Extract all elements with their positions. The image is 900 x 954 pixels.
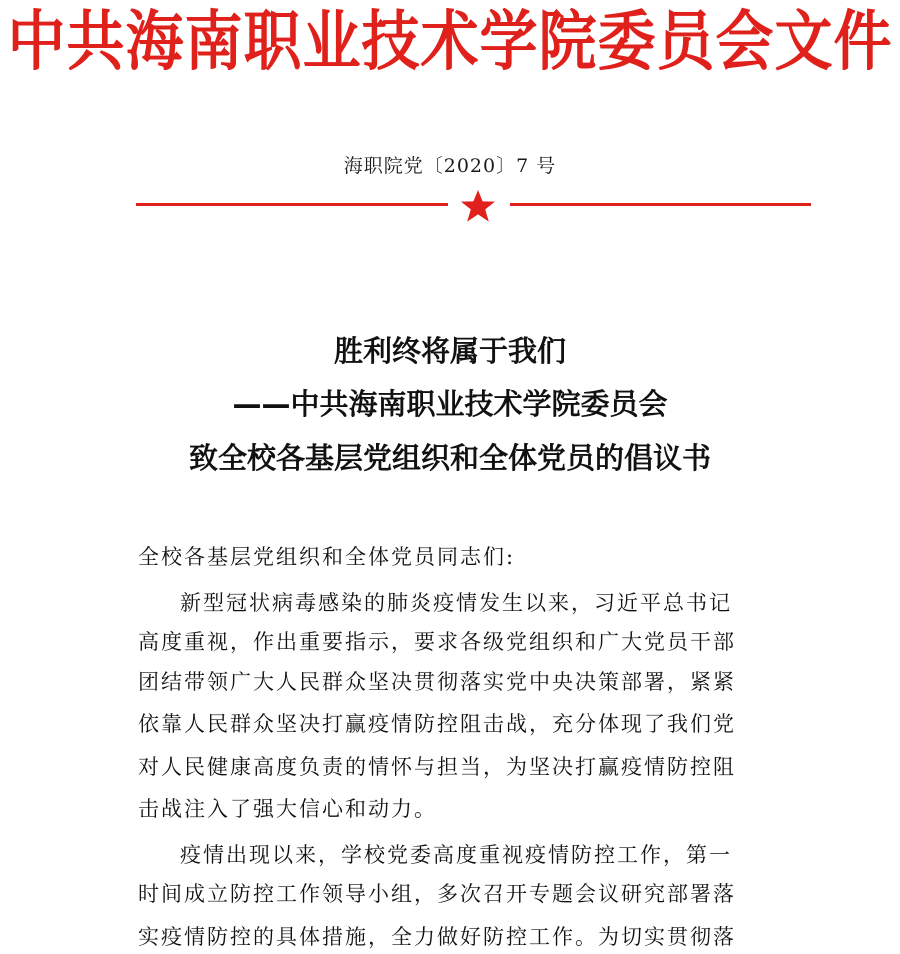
document-title-line-2: ——中共海南职业技术学院委员会 bbox=[232, 387, 668, 421]
paragraph-line: 疫情出现以来，学校党委高度重视疫情防控工作，第一 bbox=[180, 843, 732, 867]
paragraph-line: 时间成立防控工作领导小组，多次召开专题会议研究部署落 bbox=[138, 882, 736, 906]
paragraph-line: 实疫情防控的具体措施，全力做好防控工作。为切实贯彻落 bbox=[138, 925, 736, 949]
paragraph-line: 高度重视，作出重要指示，要求各级党组织和广大党员干部 bbox=[138, 630, 736, 654]
paragraph-line: 依靠人民群众坚决打赢疫情防控阻击战，充分体现了我们党 bbox=[138, 712, 736, 736]
star-shape bbox=[461, 190, 495, 222]
masthead-title: 中共海南职业技术学院委员会文件 bbox=[7, 3, 893, 80]
salutation: 全校各基层党组织和全体党员同志们: bbox=[138, 545, 516, 569]
document-title-line-1: 胜利终将属于我们 bbox=[333, 334, 566, 368]
paragraph-line: 团结带领广大人民群众坚决贯彻落实党中央决策部署，紧紧 bbox=[138, 670, 736, 694]
paragraph-line: 新型冠状病毒感染的肺炎疫情发生以来，习近平总书记 bbox=[180, 591, 732, 615]
document-title-line-3: 致全校各基层党组织和全体党员的倡议书 bbox=[188, 441, 711, 475]
paragraph-line: 击战注入了强大信心和动力。 bbox=[138, 797, 437, 821]
paragraph-line: 对人民健康高度负责的情怀与担当，为坚决打赢疫情防控阻 bbox=[138, 755, 736, 779]
red-divider-right bbox=[510, 203, 811, 206]
red-divider-left bbox=[136, 203, 448, 206]
document-number: 海职院党〔2020〕7 号 bbox=[343, 155, 557, 177]
star-icon bbox=[458, 189, 498, 223]
